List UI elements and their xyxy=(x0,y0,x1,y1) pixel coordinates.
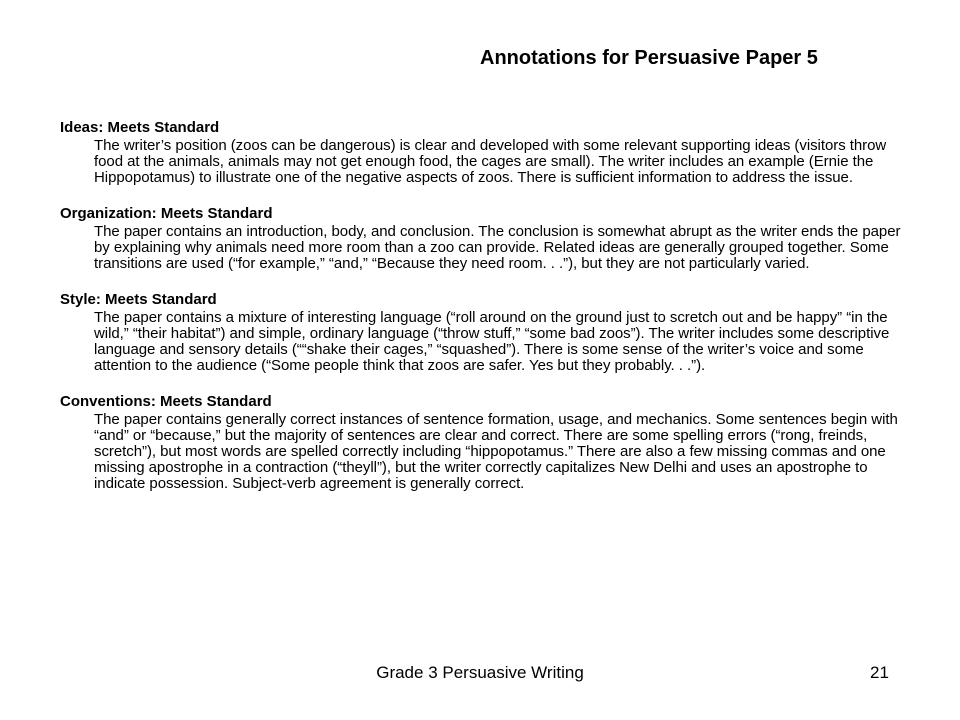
section-ideas xyxy=(60,118,905,186)
section-heading-ideas: Ideas: Meets Standard xyxy=(60,119,220,136)
annotations-content xyxy=(60,118,905,510)
section-conventions xyxy=(60,392,905,492)
section-heading-conventions: Conventions: Meets Standard xyxy=(60,393,272,410)
page-title: Annotations for Persuasive Paper 5 xyxy=(480,47,818,69)
section-heading-style: Style: Meets Standard xyxy=(60,291,217,308)
section-style xyxy=(60,290,905,374)
footer-title: Grade 3 Persuasive Writing xyxy=(376,663,584,682)
section-heading-organization: Organization: Meets Standard xyxy=(60,205,273,222)
page-number: 21 xyxy=(870,663,889,682)
section-body-organization: The paper contains an introduction, body, and conclusion. The conclusion is somewhat abrupt as the writer ends the paper by explaining why animals need more room than a zoo can provide. Related ideas are generally grouped together. Some transitions are used (“for example,” “and,” “Because they need room. . .”), but they are not particularly varied. xyxy=(94,223,901,272)
section-body-conventions: The paper contains generally correct instances of sentence formation, usage, and mechanics. Some sentences begin with “and” or “because,” but the majority of sentences are clear and correct. There are some spelling errors (“rong, freinds, scretch”), but most words are spelled correctly including “hippopotamus.” There are also a few missing commas and one missing apostrophe in a contraction (“theyll”), but the writer correctly capitalizes New Delhi and uses an apostrophe to indicate possession. Subject-verb agreement is generally correct. xyxy=(94,411,898,492)
section-organization xyxy=(60,204,905,272)
section-body-ideas: The writer’s position (zoos can be dangerous) is clear and developed with some relevant supporting ideas (visitors throw food at the animals, animals may not get enough food, the cages are small). The writer includes an example (Ernie the Hippopotamus) to illustrate one of the negative aspects of zoos. There is sufficient information to address the issue. xyxy=(94,137,887,186)
section-body-style: The paper contains a mixture of interesting language (“roll around on the ground just to scretch out and be happy” “in the wild,” “their habitat”) and simple, ordinary language (“throw stuff,” “some bad zoos”). The writer includes some descriptive language and sensory details (““shake their cages,” “squashed”). There is some sense of the writer’s voice and some attention to the audience (“Some people think that zoos are safer. Yes but they probably. . .”). xyxy=(94,309,890,374)
